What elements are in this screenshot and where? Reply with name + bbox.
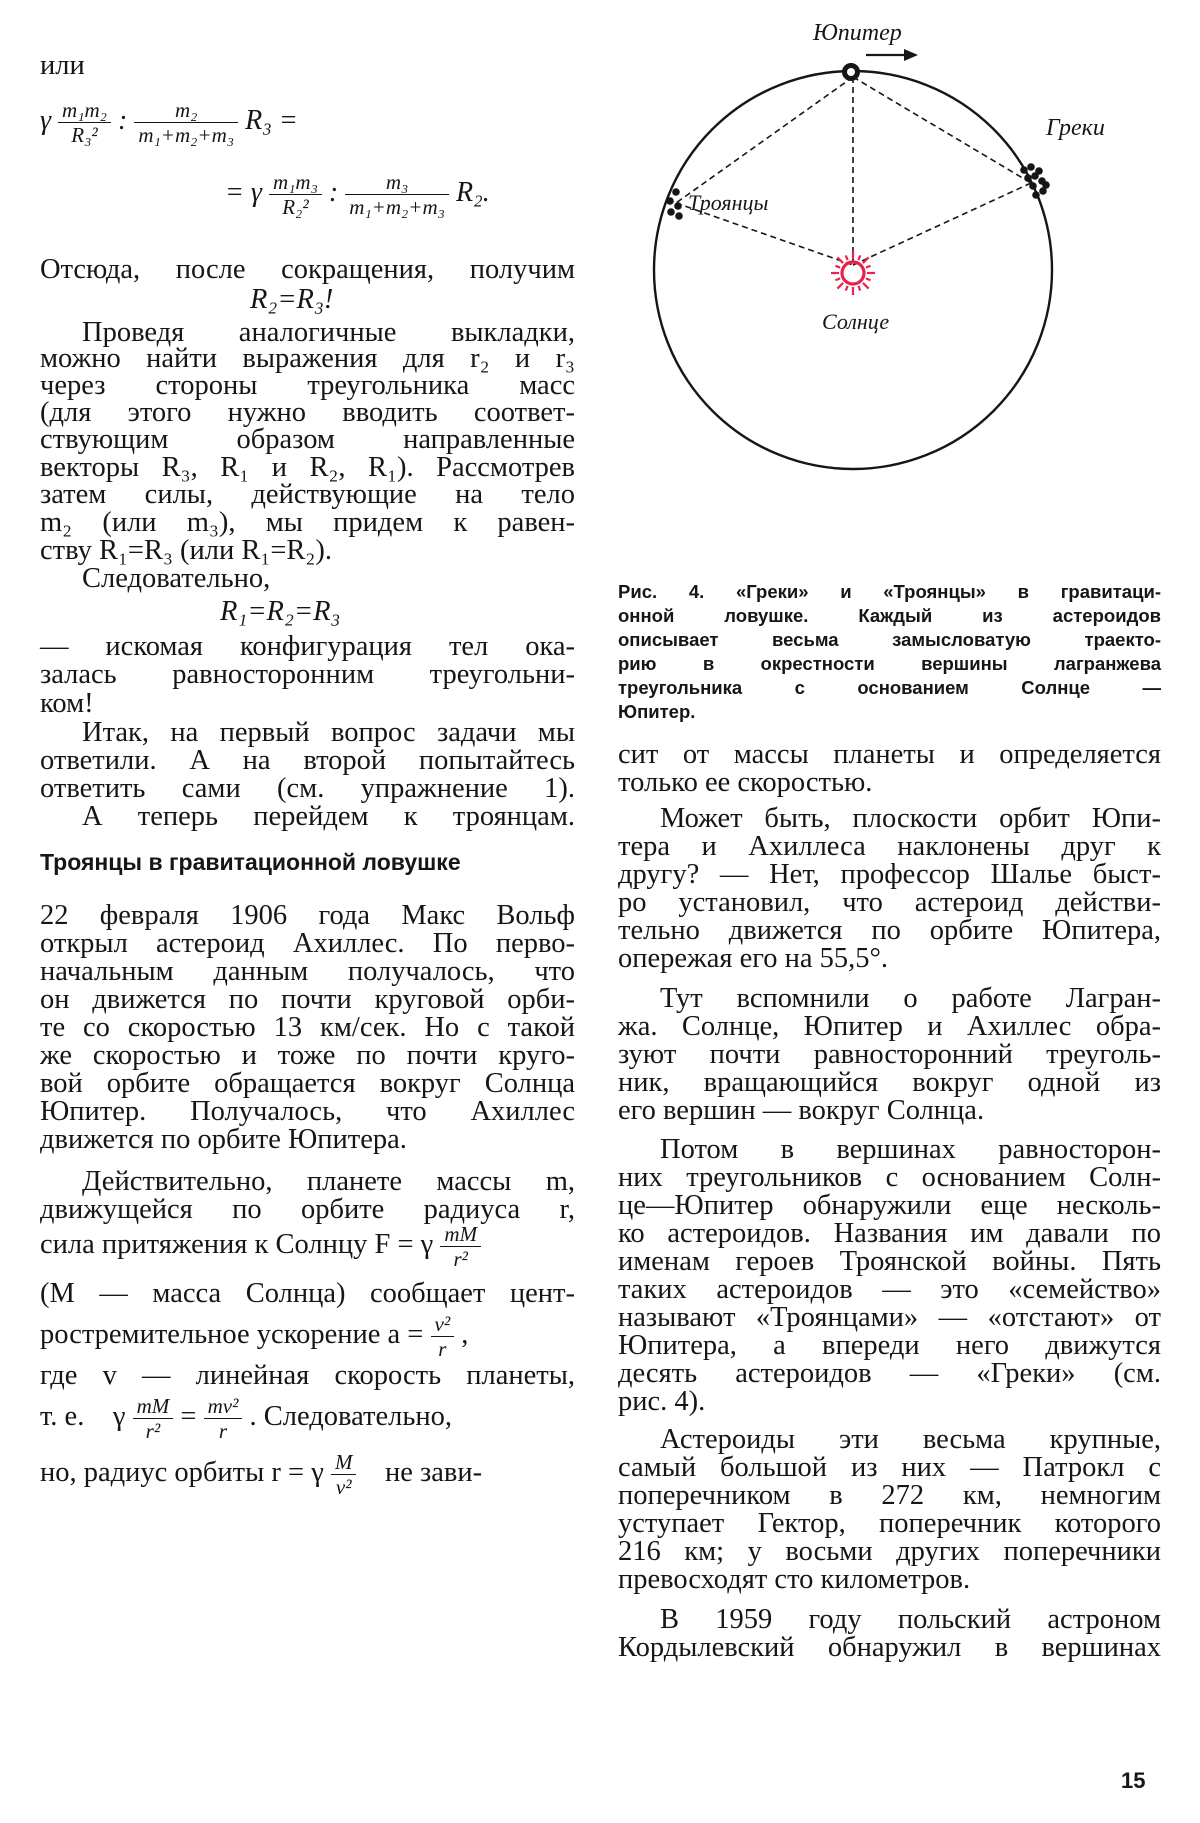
force-text: сила притяжения к Солнцу F = γ (40, 1229, 434, 1261)
jupiter-planet-highlight (847, 68, 855, 76)
greeks-sun-line (853, 183, 1031, 265)
text-line: рис. 4). (618, 1386, 706, 1417)
text-line: движется по орбите Юпитера. (40, 1124, 407, 1155)
text-line: Астероиды эти весьма крупные, (660, 1424, 1161, 1455)
equal-formula: R₁=R₂=R₃ (220, 596, 341, 627)
accel-num: v² (431, 1312, 455, 1337)
text-line: превосходят сто километров. (618, 1564, 971, 1595)
lagrange-triangles (676, 77, 1031, 265)
text-line: це—Юпитер обнаружили еще несколь- (618, 1190, 1161, 1221)
text-line: Проведя аналогичные выкладки, (82, 317, 575, 348)
ne-zavi-text: не зави- (384, 1457, 483, 1489)
text-line: Потом в вершинах равносторон- (660, 1134, 1161, 1165)
text-line: ро установил, что астероид действи- (618, 887, 1161, 918)
label-greeks: Греки (1046, 115, 1105, 141)
text-line: векторы R₃, R₁ и R₂, R₁). Рассмотрев (40, 452, 575, 483)
text-line: В 1959 году польский астроном (660, 1604, 1161, 1635)
sledov-text: . Следовательно, (249, 1401, 452, 1433)
word-ili: или (40, 50, 85, 81)
greeks-asteroids (1020, 163, 1050, 199)
text-line: таких астероидов — это «семейство» (618, 1274, 1161, 1305)
text-line: (M — масса Солнца) сообщает цент- (40, 1278, 575, 1309)
force-formula-line (40, 1222, 575, 1271)
text-line: m₂ (или m₃), мы придем к равен- (40, 507, 575, 538)
formula-line-1: γ $\frac{\text{m₁m₂}}{\text{R₃²}}$ : $\frac{\text{m₂}}{\text{m₁+m₂+m₃}}$ R₃ = (40, 98, 298, 147)
accel-den: r (438, 1337, 447, 1361)
text-line: другу? — Нет, профессор Шалье быст- (618, 859, 1161, 890)
section-heading: Троянцы в гравитационной ловушке (40, 849, 461, 875)
label-trojans: Троянцы (688, 190, 769, 215)
lagrange-figure (618, 20, 1138, 510)
direction-arrow (866, 49, 918, 61)
text-line: них треугольников с основанием Солн- (618, 1162, 1161, 1193)
sun-ray (863, 283, 869, 289)
page-number: 15 (1121, 1768, 1146, 1793)
te-formula-line: т. е. γ $\frac{mM}{\text{r²}}$ = $\frac{\text{mv²}}{r}$ . Следовательно, (40, 1394, 452, 1443)
text-line: он движется по почти круговой орби- (40, 984, 575, 1015)
text-line: Итак, на первый вопрос задачи мы (82, 717, 575, 748)
sun-ray (866, 266, 871, 268)
te-num-1: mM (133, 1394, 174, 1419)
text-line: Тут вспомнили о работе Лагран- (660, 983, 1161, 1014)
text-line: Следовательно, (82, 563, 271, 594)
text-line: можно найти выражения для r₂ и r₃ (40, 343, 575, 374)
text-line: начальным данным получалось, что (40, 956, 575, 987)
te-den-2: r (218, 1419, 228, 1443)
sun-ray (858, 255, 860, 260)
caption-line: Юпитер. (618, 701, 696, 722)
sun-ray (835, 266, 840, 268)
text-line: Действительно, планете массы m, (82, 1166, 575, 1197)
text-line: именам героев Троянской войны. Пять (618, 1246, 1161, 1277)
text-line: 216 км; у восьми других поперечники (618, 1536, 1161, 1567)
text-line: через стороны треугольника масс (40, 370, 575, 401)
label-jupiter: Юпитер (813, 20, 902, 46)
sun-ray (846, 286, 848, 291)
text-line: вой орбите обращается вокруг Солнца (40, 1068, 575, 1099)
text-line: уступает Гектор, поперечник которого (618, 1508, 1161, 1539)
sun-ray (837, 283, 843, 289)
text-line: только ее скоростью. (618, 767, 873, 798)
text-line: тера и Ахиллеса наклонены друг к (618, 831, 1161, 862)
radius-text: но, радиус орбиты r = γ (40, 1457, 324, 1489)
text-line: ствующим образом направленные (40, 424, 575, 455)
caption-line: треугольника с основанием Солнце — (618, 677, 1161, 698)
text-line: А теперь перейдем к троянцам. (82, 801, 575, 832)
text-line: где v — линейная скорость планеты, (40, 1360, 575, 1391)
text-line: его вершин — вокруг Солнца. (618, 1095, 985, 1126)
accel-text: ростремительное ускорение a = (40, 1319, 424, 1351)
text-line: затем силы, действующие на тело (40, 479, 575, 510)
text-line: называют «Троянцами» — «отстают» от (618, 1302, 1161, 1333)
text-line: тельно движется по орбите Юпитера, (618, 915, 1161, 946)
sun-ray (835, 278, 840, 280)
force-num: mM (440, 1222, 481, 1247)
accel-formula-line: ростремительное ускорение a = $\frac{\text{v²}}{r}$ , (40, 1312, 469, 1361)
text-line: Отсюда, после сокращения, получим (40, 254, 575, 285)
caption-line: описывает весьма замысловатую траекто- (618, 629, 1161, 650)
text-line: ко астероидов. Названия им давали по (618, 1218, 1161, 1249)
text-line: сит от массы планеты и определяется (618, 739, 1161, 770)
figure-caption (618, 580, 1161, 724)
text-line: Юпитер. Получалось, что Ахиллес (40, 1096, 575, 1127)
text-line: ству R₁=R₃ (или R₁=R₂). (40, 535, 332, 566)
text-line: опережая его на 55,5°. (618, 943, 889, 974)
formula-line-2: = γ $\frac{\text{m₁m₃}}{\text{R₂²}}$ : $\frac{\text{m₃}}{\text{m₁+m₂+m₃}}$ R₂. (225, 170, 490, 219)
te-num-2: mv² (204, 1394, 243, 1419)
text-line: ком! (40, 688, 94, 719)
text-line: десять астероидов — «Греки» (см. (618, 1358, 1161, 1389)
sun-icon (831, 251, 875, 295)
text-line: (для этого нужно вводить соответ- (40, 397, 575, 428)
text-line: Кордылевский обнаружил в вершинах (618, 1632, 1161, 1663)
text-line: самый большой из них — Патрокл с (618, 1452, 1161, 1483)
label-sun: Солнце (822, 309, 890, 334)
text-line: ответить сами (см. упражнение 1). (40, 773, 575, 804)
text-line: поперечником в 272 км, немногим (618, 1480, 1161, 1511)
sun-ray (846, 255, 848, 260)
text-line: ник, вращающийся вокруг одной из (618, 1067, 1161, 1098)
text-line: же скоростью и тоже по почти круго- (40, 1040, 575, 1071)
text-line: те со скоростью 13 км/сек. Но с такой (40, 1012, 575, 1043)
sun-ray (858, 286, 860, 291)
text-line: Юпитера, а впереди него движутся (618, 1330, 1161, 1361)
text-line: ответили. А на второй попытайтесь (40, 745, 575, 776)
sun-ray (866, 278, 871, 280)
caption-line: рию в окрестности вершины лагранжева (618, 653, 1161, 674)
text-line: 22 февраля 1906 года Макс Вольф (40, 900, 575, 931)
text-line: Может быть, плоскости орбит Юпи- (660, 803, 1161, 834)
te-den-1: r² (145, 1419, 161, 1443)
text-line: открыл астероид Ахиллес. По перво- (40, 928, 575, 959)
force-den: r² (453, 1247, 468, 1271)
text-line: — искомая конфигурация тел ока- (40, 631, 575, 662)
caption-line: онной ловушке. Каждый из астероидов (618, 605, 1161, 626)
caption-line: Рис. 4. «Греки» и «Троянцы» в гравитаци- (618, 581, 1161, 602)
te-text: т. е. (40, 1401, 85, 1433)
radius-formula-line (40, 1450, 575, 1499)
text-line: залась равносторонним треугольни- (40, 659, 575, 690)
text-line: жа. Солнце, Юпитер и Ахиллес обра- (618, 1011, 1161, 1042)
result-formula: R₂=R₃! (250, 284, 334, 315)
radius-num: M (331, 1450, 357, 1475)
radius-den: v² (335, 1475, 352, 1499)
text-line: движущейся по орбите радиуса r, (40, 1194, 575, 1225)
text-line: зуют почти равносторонний треуголь- (618, 1039, 1161, 1070)
